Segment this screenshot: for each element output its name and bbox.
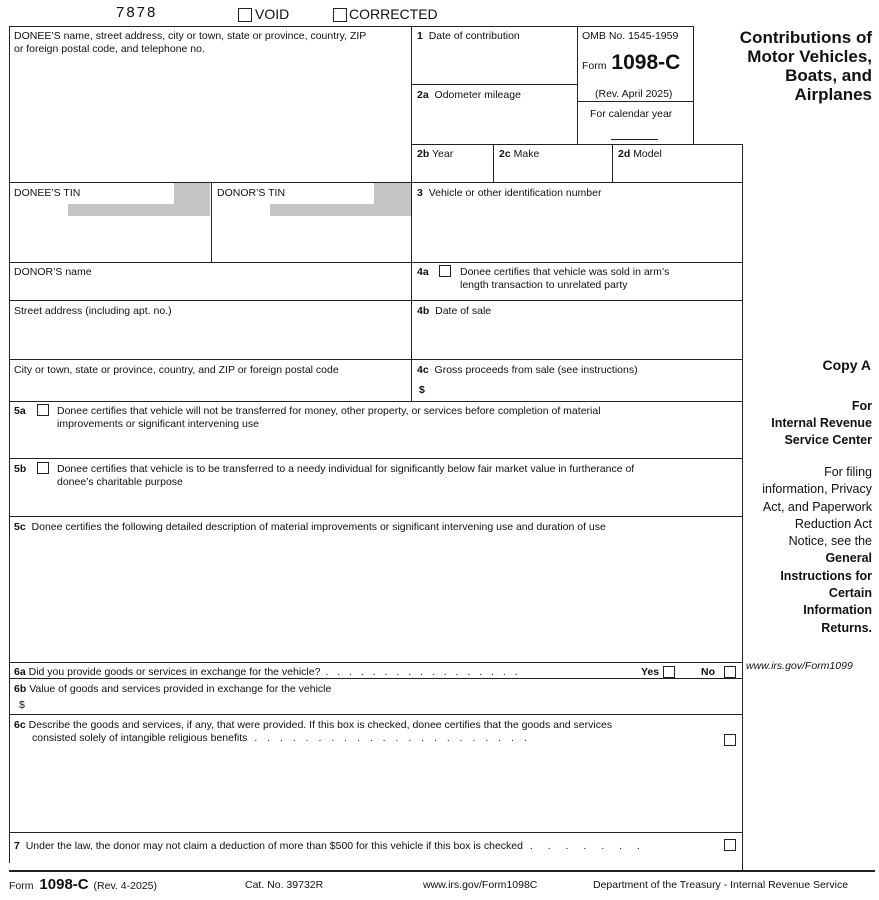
box6a-yes-checkbox[interactable] (663, 666, 675, 678)
box6c-field[interactable] (10, 750, 741, 831)
odometer-field[interactable] (412, 103, 576, 143)
street-label: Street address (including apt. no.) (14, 305, 172, 317)
box5a-checkbox[interactable] (37, 404, 49, 416)
year-field[interactable] (412, 162, 492, 181)
box7-label: 7 Under the law, the donor may not claim a deduction of more than $500 for this vehicle if this box is checked . . . . . . . (14, 840, 646, 852)
model-field[interactable] (613, 162, 741, 181)
box6a-no-checkbox[interactable] (724, 666, 736, 678)
donor-tin-shading-bar (270, 204, 411, 216)
footer-form-label: Form 1098-C (Rev. 4-2025) (9, 876, 157, 893)
box6a-yes-label: Yes (641, 666, 660, 678)
box6c-label-1: 6c Describe the goods and services, if any, that were provided. If this box is checked, donee certifies that the goods and services (14, 719, 613, 731)
box4a-num: 4a (417, 266, 429, 278)
box5c-field[interactable] (10, 536, 741, 661)
form-label: Form 1098-C (582, 51, 681, 74)
void-label: VOID (255, 6, 290, 22)
copy-a-label: Copy A (822, 357, 871, 373)
donee-info-label-2: or foreign postal code, and telephone no. (14, 43, 205, 55)
void-checkbox[interactable] (238, 8, 252, 22)
gross-proceeds-field[interactable] (430, 380, 741, 400)
make-field[interactable] (494, 162, 611, 181)
vin-field[interactable] (412, 201, 741, 261)
box6c-checkbox[interactable] (724, 734, 736, 746)
form-code: 7878 (116, 4, 158, 21)
irs-url-link[interactable]: www.irs.gov/Form1099 (746, 660, 853, 672)
box5a-label-1: Donee certifies that vehicle will not be transferred for money, other property, or services before completion of material (57, 405, 601, 417)
box4c-label: 4c Gross proceeds from sale (see instructions) (417, 364, 638, 376)
box5b-num: 5b (14, 463, 27, 475)
donor-tin-field[interactable] (212, 218, 410, 261)
donor-tin-shading (374, 183, 411, 204)
donee-info-label-1: DONEE’S name, street address, city or town, state or province, country, ZIP (14, 30, 367, 42)
city-field[interactable] (10, 378, 410, 400)
box2d-label: 2d Model (618, 148, 662, 160)
donor-name-field[interactable] (10, 280, 410, 299)
donee-tin-shading (174, 183, 210, 204)
box4b-label: 4b Date of sale (417, 305, 492, 317)
box6a-no-label: No (701, 666, 715, 678)
box6b-currency: $ (19, 699, 25, 711)
city-label: City or town, state or province, country, and ZIP or foreign postal code (14, 364, 339, 376)
box6b-label: 6b Value of goods and services provided in exchange for the vehicle (14, 683, 332, 695)
filing-info-notice: For filing information, Privacy Act, and Paperwork Reduction Act Notice, see the General Instructions for Certain Information Returns. (762, 465, 872, 635)
calendar-year-label: For calendar year (590, 108, 673, 120)
box4a-label-1: Donee certifies that vehicle was sold in arm’s (460, 266, 670, 278)
footer-department: Department of the Treasury - Internal Revenue Service (593, 879, 849, 891)
donee-info-field[interactable] (10, 56, 410, 181)
footer-url[interactable]: www.irs.gov/Form1098C (423, 879, 538, 891)
box4a-checkbox[interactable] (439, 265, 451, 277)
donor-tin-label: DONOR’S TIN (217, 187, 286, 199)
street-field[interactable] (10, 319, 410, 358)
footer-cat-no: Cat. No. 39732R (245, 879, 324, 891)
donee-tin-shading-bar (68, 204, 210, 216)
box5b-label-1: Donee certifies that vehicle is to be transferred to a needy individual for significantly below fair market value in furtherance of (57, 463, 635, 475)
donee-tin-label: DONEE’S TIN (14, 187, 81, 199)
box2c-label: 2c Make (499, 148, 540, 160)
donor-name-label: DONOR’S name (14, 266, 92, 278)
box6c-label-2: consisted solely of intangible religious benefits . . . . . . . . . . . . . . . . . . . . . . (32, 732, 531, 744)
box5c-label: 5c Donee certifies the following detailed description of material improvements or significant intervening use and duration of use (14, 521, 606, 533)
box5b-label-2: donee’s charitable purpose (57, 476, 183, 488)
box2b-label: 2b Year (417, 148, 454, 160)
box5a-num: 5a (14, 405, 26, 417)
box6a-label: 6a Did you provide goods or services in exchange for the vehicle? . . . . . . . . . . . . . . . . . (14, 666, 521, 678)
box4c-currency: $ (419, 384, 425, 396)
box6b-field[interactable] (30, 696, 741, 713)
rev-date: (Rev. April 2025) (595, 88, 673, 100)
omb-number: OMB No. 1545-1959 (582, 30, 679, 42)
calendar-year-field[interactable] (611, 122, 658, 139)
box5b-checkbox[interactable] (37, 462, 49, 474)
date-of-contribution-field[interactable] (412, 44, 576, 83)
box4a-label-2: length transaction to unrelated party (460, 279, 628, 291)
form-title: Contributions of Motor Vehicles, Boats, and Airplanes (739, 28, 872, 104)
date-of-sale-field[interactable] (412, 319, 741, 358)
box5a-label-2: improvements or significant intervening use (57, 418, 259, 430)
corrected-label: CORRECTED (349, 6, 438, 22)
copy-a-destination: For Internal Revenue Service Center (771, 399, 872, 447)
box3-label: 3 Vehicle or other identification number (417, 187, 602, 199)
box2a-label: 2a Odometer mileage (417, 89, 521, 101)
box1-label: 1 Date of contribution (417, 30, 520, 42)
box7-checkbox[interactable] (724, 839, 736, 851)
corrected-checkbox[interactable] (333, 8, 347, 22)
donee-tin-field[interactable] (10, 218, 210, 261)
